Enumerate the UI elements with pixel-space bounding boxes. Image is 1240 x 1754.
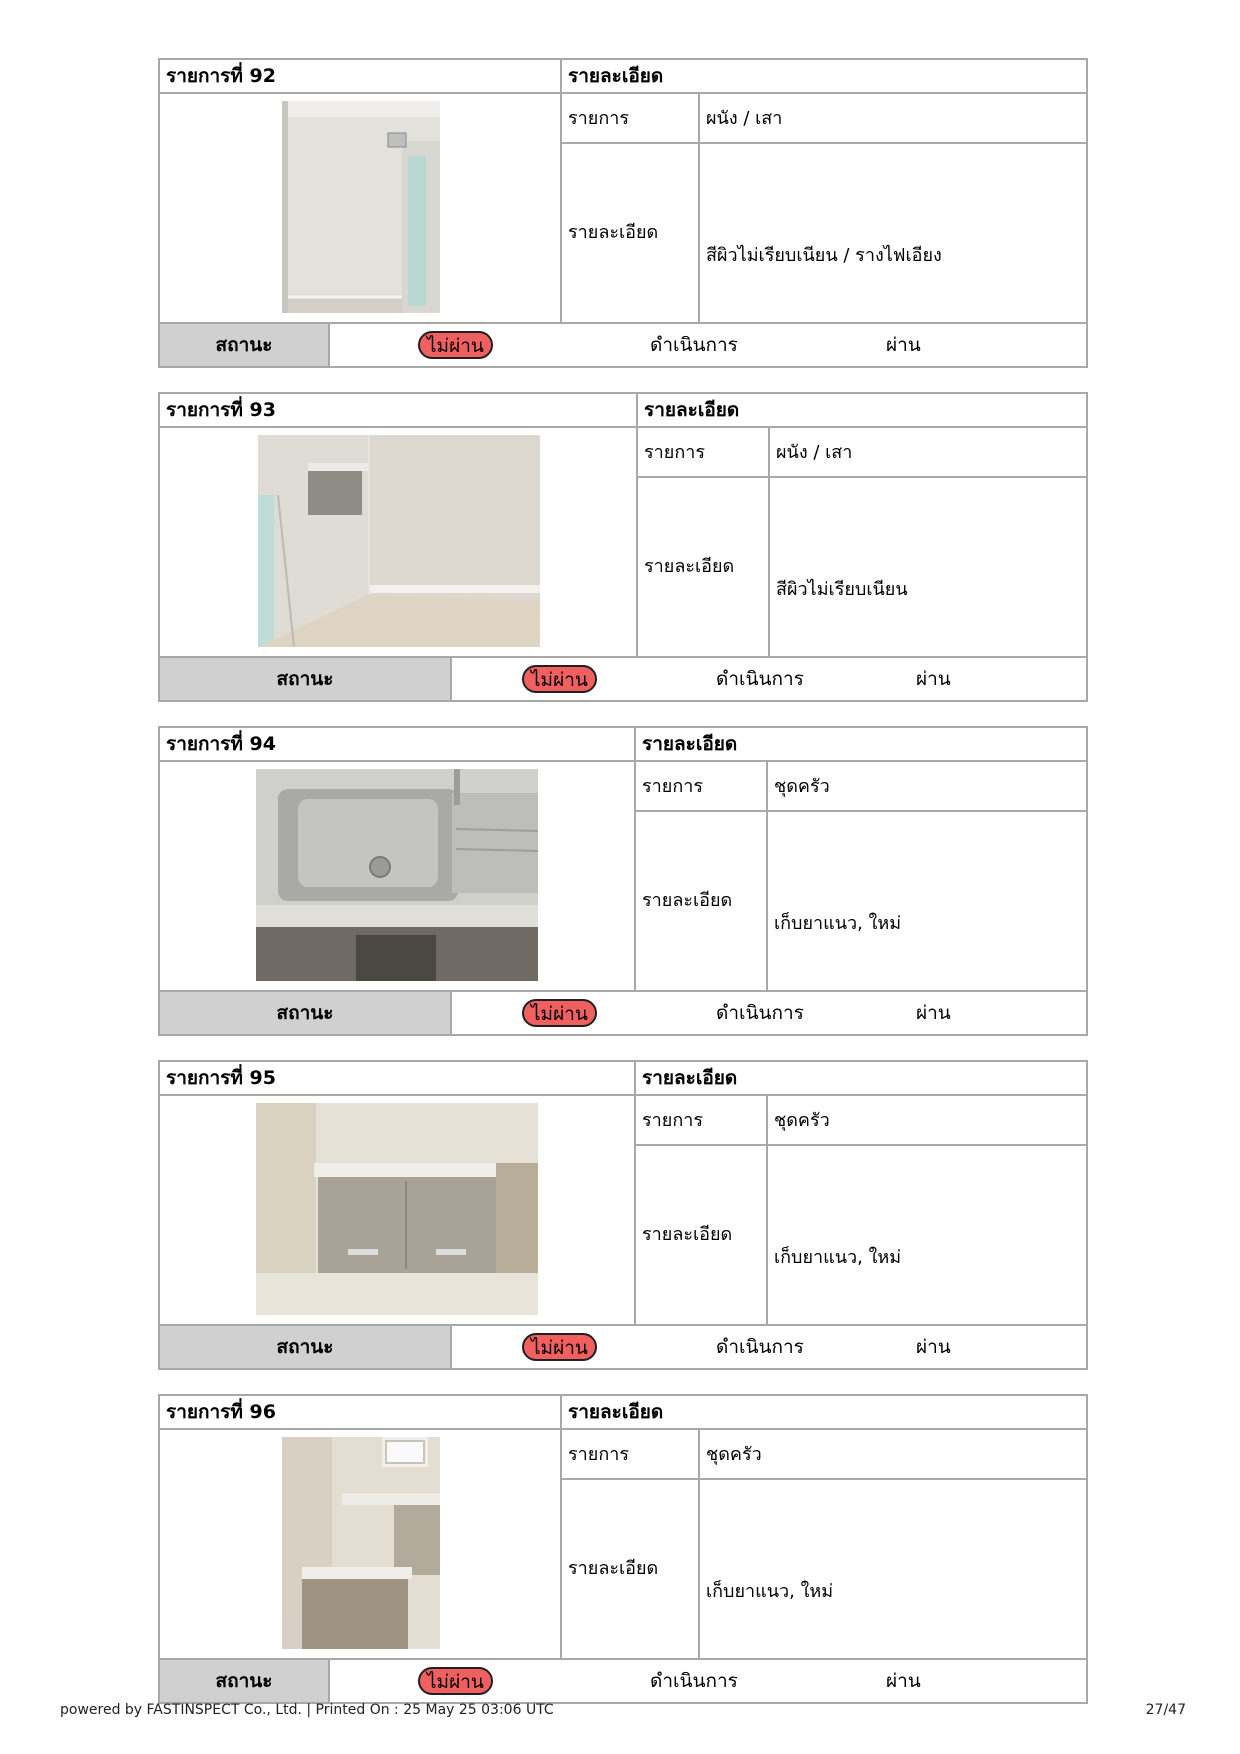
detail-header: รายละเอียด [636,394,1086,426]
item-value: ผนัง / เสา [698,94,1086,144]
card-header [160,1062,1086,1096]
detail-grid [634,1096,1086,1324]
item-label: รายการ [636,1096,766,1146]
status-row [160,1324,1086,1368]
card-header [160,728,1086,762]
inspection-photo[interactable] [256,769,538,981]
status-label: สถานะ [160,992,452,1034]
status-label: สถานะ [160,1660,330,1702]
item-label: รายการ [636,762,766,812]
photo-cell [160,1096,634,1324]
photo-cell [160,1430,560,1658]
detail-label: รายละเอียด [568,1558,659,1579]
detail-value: สีผิวไม่เรียบเนียน / รางไฟเอียง [698,144,1086,322]
item-number-title: รายการที่ 93 [166,399,276,421]
detail-grid [634,762,1086,990]
detail-grid [636,428,1086,656]
status-in-progress[interactable]: ดำเนินการ [650,1670,738,1692]
item-number-title: รายการที่ 95 [166,1067,276,1089]
detail-value: เก็บยาแนว, ใหม่ [766,1146,1086,1324]
item-label: รายการ [638,428,768,478]
item-value: ชุดครัว [766,762,1086,812]
detail-label: รายละเอียด [642,890,733,911]
item-label: รายการ [562,1430,698,1480]
status-pass[interactable]: ผ่าน [916,668,951,690]
status-in-progress[interactable]: ดำเนินการ [716,1336,804,1358]
status-pass[interactable]: ผ่าน [886,334,921,356]
inspection-photo[interactable] [282,1437,440,1649]
status-pass[interactable]: ผ่าน [886,1670,921,1692]
detail-grid [560,94,1086,322]
detail-label: รายละเอียด [644,556,735,577]
status-fail-badge[interactable]: ไม่ผ่าน [418,331,493,359]
status-in-progress[interactable]: ดำเนินการ [650,334,738,356]
photo-cell [160,762,634,990]
item-value: ชุดครัว [766,1096,1086,1146]
item-number-title: รายการที่ 94 [166,733,276,755]
status-label: สถานะ [160,658,452,700]
card-header [160,60,1086,94]
detail-header: รายละเอียด [560,60,1086,92]
status-in-progress[interactable]: ดำเนินการ [716,668,804,690]
detail-header: รายละเอียด [560,1396,1086,1428]
item-number-title: รายการที่ 92 [166,65,276,87]
status-fail-badge[interactable]: ไม่ผ่าน [522,1333,597,1361]
detail-label: รายละเอียด [568,222,659,243]
status-row [160,1658,1086,1702]
footer-credit: powered by FASTINSPECT Co., Ltd. | Printed On : 25 May 25 03:06 UTC [60,1702,554,1718]
detail-value: สีผิวไม่เรียบเนียน [768,478,1086,656]
inspection-card-96 [158,1394,1088,1704]
inspection-card-95 [158,1060,1088,1370]
status-fail-badge[interactable]: ไม่ผ่าน [522,665,597,693]
detail-header: รายละเอียด [634,728,1086,760]
detail-value: เก็บยาแนว, ใหม่ [766,812,1086,990]
card-header [160,394,1086,428]
status-row [160,656,1086,700]
item-number-title: รายการที่ 96 [166,1401,276,1423]
item-label: รายการ [562,94,698,144]
photo-cell [160,94,560,322]
status-pass[interactable]: ผ่าน [916,1336,951,1358]
inspection-photo[interactable] [258,435,540,647]
card-header [160,1396,1086,1430]
status-row [160,322,1086,366]
inspection-card-93 [158,392,1088,702]
detail-label: รายละเอียด [642,1224,733,1245]
status-row [160,990,1086,1034]
status-pass[interactable]: ผ่าน [916,1002,951,1024]
status-in-progress[interactable]: ดำเนินการ [716,1002,804,1024]
status-label: สถานะ [160,1326,452,1368]
inspection-card-94 [158,726,1088,1036]
item-value: ผนัง / เสา [768,428,1086,478]
status-fail-badge[interactable]: ไม่ผ่าน [522,999,597,1027]
detail-grid [560,1430,1086,1658]
detail-value: เก็บยาแนว, ใหม่ [698,1480,1086,1658]
page-number: 27/47 [1145,1702,1186,1718]
inspection-card-92 [158,58,1088,368]
photo-cell [160,428,636,656]
status-label: สถานะ [160,324,330,366]
inspection-photo[interactable] [282,101,440,313]
status-fail-badge[interactable]: ไม่ผ่าน [418,1667,493,1695]
inspection-photo[interactable] [256,1103,538,1315]
item-value: ชุดครัว [698,1430,1086,1480]
detail-header: รายละเอียด [634,1062,1086,1094]
